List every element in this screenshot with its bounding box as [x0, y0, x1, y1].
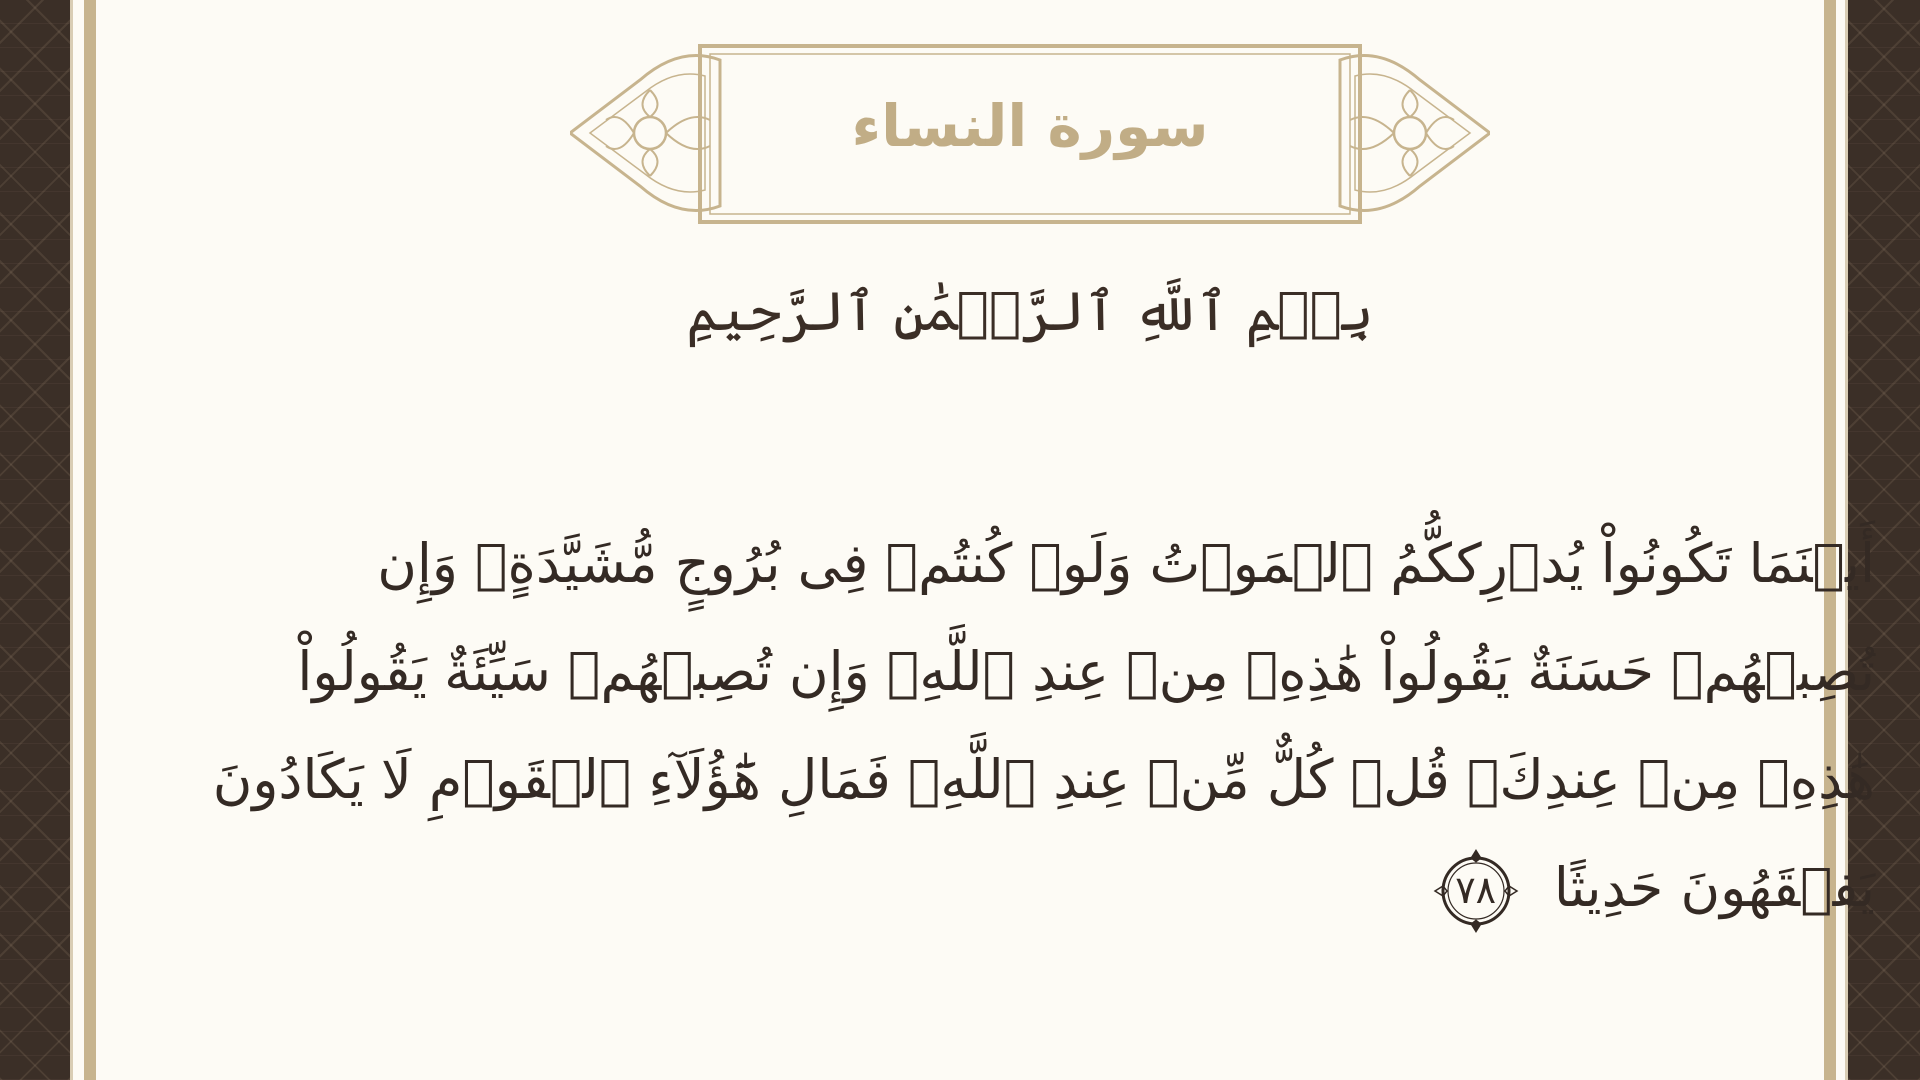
verse-line-1: أَيۡنَمَا تَكُونُواْ يُدۡرِككُّمُ ٱلۡمَوۡتُ وَلَوۡ كُنتُمۡ فِى بُرُوجٍ مُّشَيَّدَةٍۗ وَإِن [377, 532, 1875, 595]
basmala: بِسۡمِ ٱللَّهِ ٱلرَّحۡمَٰنِ ٱلرَّحِيمِ [686, 280, 1374, 343]
gold-frame-line-left [84, 0, 96, 1080]
ayah-end-marker [1433, 848, 1519, 934]
verse-line-4 [320, 834, 1875, 942]
left-patterned-border [0, 0, 70, 1080]
page-edge-left [70, 0, 73, 1080]
ayah-number: ٧٨ [1455, 868, 1497, 913]
verse-line-2: تُصِبۡهُمۡ حَسَنَةٌ يَقُولُواْ هَٰذِهِۦ مِنۡ عِندِ ٱللَّهِۖ وَإِن تُصِبۡهُمۡ سَيِّئَةٌ يَقُولُواْ [297, 640, 1875, 703]
verse-line-4-text: يَفۡقَهُونَ حَدِيثًا [1553, 856, 1875, 919]
verse-line-3: هَٰذِهِۦ مِنۡ عِندِكَۚ قُلۡ كُلٌّ مِّنۡ عِندِ ٱللَّهِۖ فَمَالِ هَٰٓؤُلَآءِ ٱلۡقَوۡمِ لَا يَكَادُونَ [212, 748, 1875, 811]
surah-header-cartouche [570, 40, 1490, 230]
verse-text [212, 510, 1875, 942]
mushaf-page [70, 0, 1875, 1080]
surah-title: سورة النساء [851, 92, 1209, 160]
